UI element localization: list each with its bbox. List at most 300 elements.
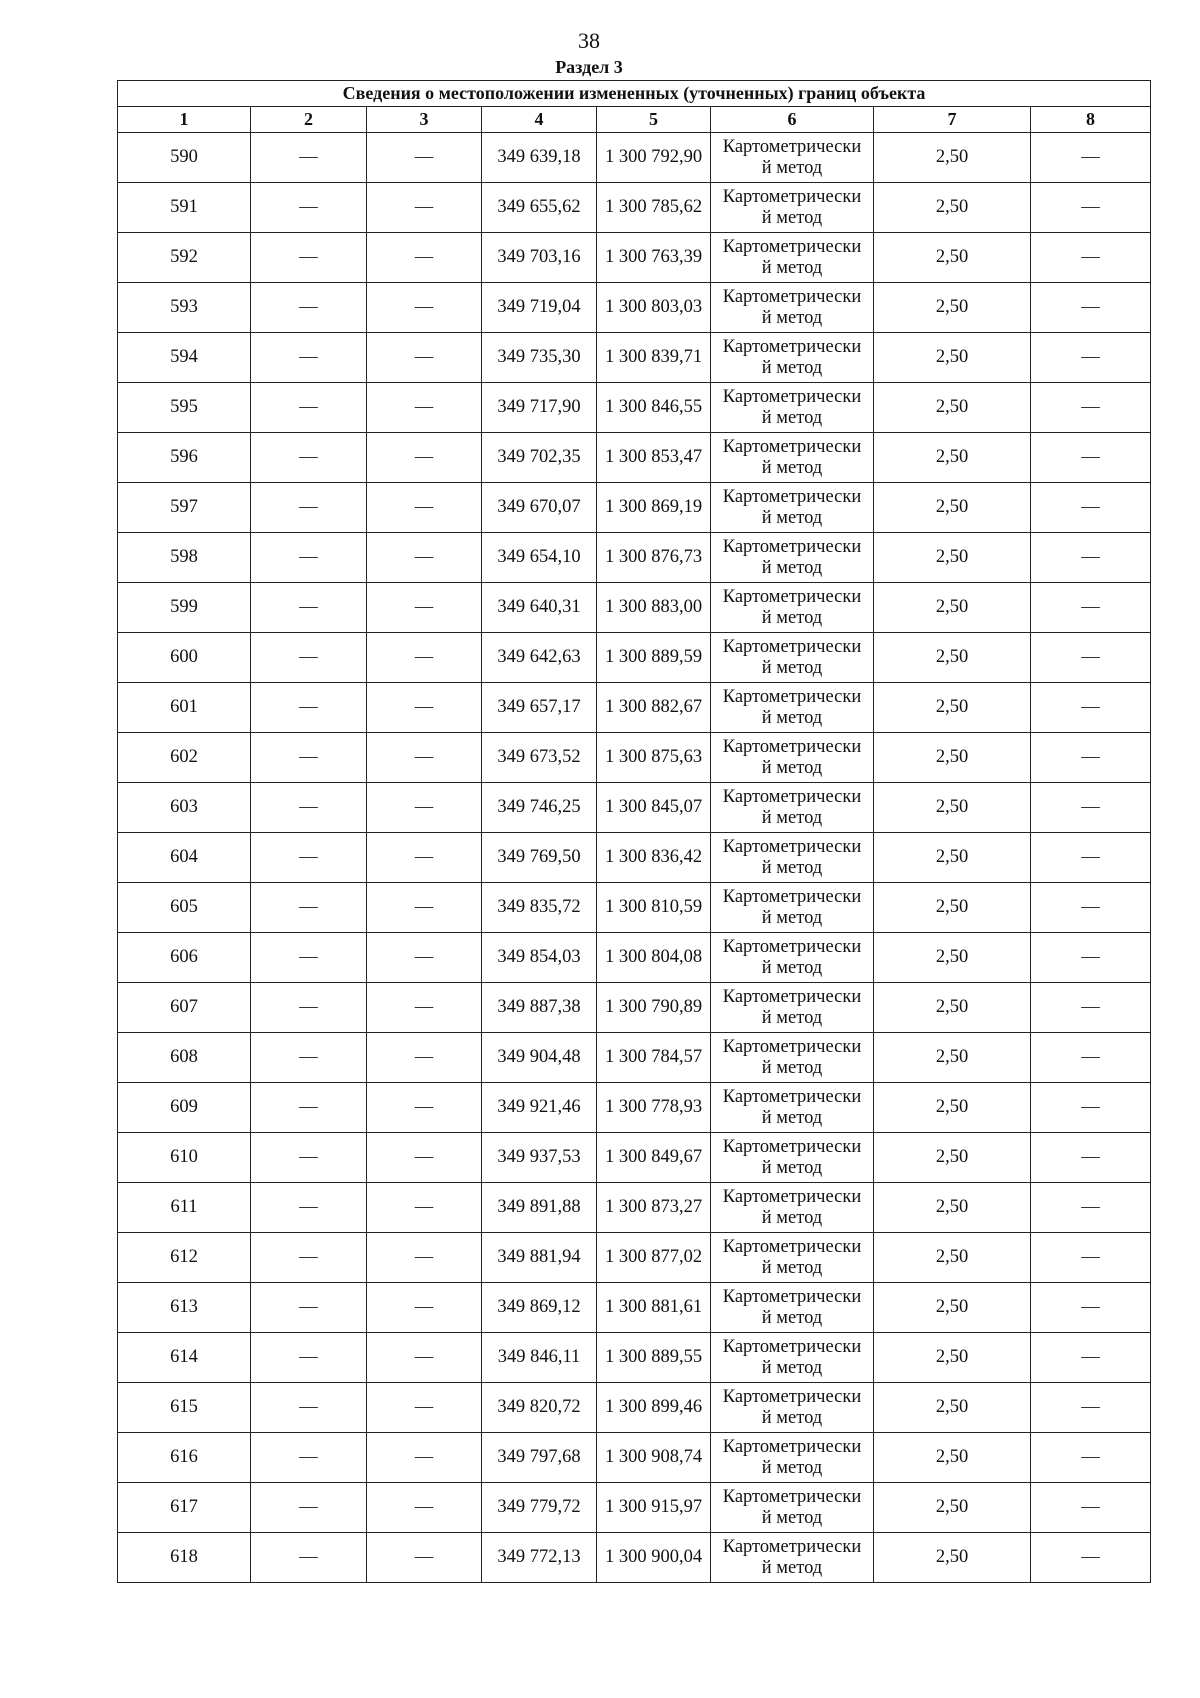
empty-dash-cell: — xyxy=(1031,1533,1151,1583)
y-coordinate-cell: 1 300 876,73 xyxy=(597,533,711,583)
empty-dash-cell: — xyxy=(367,1233,482,1283)
method-text-line2: й метод xyxy=(761,1307,823,1328)
accuracy-cell: 2,50 xyxy=(874,1533,1031,1583)
empty-dash-cell: — xyxy=(251,283,367,333)
point-number-cell: 615 xyxy=(118,1383,251,1433)
empty-dash-cell: — xyxy=(251,733,367,783)
point-number-cell: 616 xyxy=(118,1433,251,1483)
table-row xyxy=(118,533,1151,583)
empty-dash-cell: — xyxy=(1031,633,1151,683)
method-cell xyxy=(711,583,874,633)
empty-dash-cell: — xyxy=(367,883,482,933)
empty-dash-cell: — xyxy=(251,633,367,683)
method-text-line1: Картометрически xyxy=(722,586,862,607)
accuracy-cell: 2,50 xyxy=(874,683,1031,733)
accuracy-cell: 2,50 xyxy=(874,633,1031,683)
y-coordinate-cell: 1 300 790,89 xyxy=(597,983,711,1033)
table-row xyxy=(118,583,1151,633)
accuracy-cell: 2,50 xyxy=(874,933,1031,983)
empty-dash-cell: — xyxy=(1031,883,1151,933)
empty-dash-cell: — xyxy=(367,383,482,433)
x-coordinate-cell: 349 779,72 xyxy=(482,1483,597,1533)
point-number-cell: 600 xyxy=(118,633,251,683)
method-text-line2: й метод xyxy=(761,857,823,878)
empty-dash-cell: — xyxy=(367,1083,482,1133)
point-number-cell: 609 xyxy=(118,1083,251,1133)
empty-dash-cell: — xyxy=(367,433,482,483)
method-text-line1: Картометрически xyxy=(722,686,862,707)
column-number: 2 xyxy=(251,107,367,133)
method-cell xyxy=(711,333,874,383)
empty-dash-cell: — xyxy=(367,1183,482,1233)
method-cell xyxy=(711,1483,874,1533)
accuracy-cell: 2,50 xyxy=(874,1433,1031,1483)
empty-dash-cell: — xyxy=(251,833,367,883)
method-text-line1: Картометрически xyxy=(722,886,862,907)
x-coordinate-cell: 349 772,13 xyxy=(482,1533,597,1583)
table-row xyxy=(118,1283,1151,1333)
point-number-cell: 599 xyxy=(118,583,251,633)
point-number-cell: 595 xyxy=(118,383,251,433)
empty-dash-cell: — xyxy=(251,683,367,733)
y-coordinate-cell: 1 300 803,03 xyxy=(597,283,711,333)
point-number-cell: 617 xyxy=(118,1483,251,1533)
point-number-cell: 611 xyxy=(118,1183,251,1233)
method-text-line1: Картометрически xyxy=(722,1036,862,1057)
empty-dash-cell: — xyxy=(367,183,482,233)
empty-dash-cell: — xyxy=(251,1183,367,1233)
x-coordinate-cell: 349 835,72 xyxy=(482,883,597,933)
empty-dash-cell: — xyxy=(251,1283,367,1333)
point-number-cell: 612 xyxy=(118,1233,251,1283)
empty-dash-cell: — xyxy=(251,783,367,833)
empty-dash-cell: — xyxy=(1031,1433,1151,1483)
method-cell xyxy=(711,233,874,283)
column-number: 8 xyxy=(1031,107,1151,133)
method-text-line2: й метод xyxy=(761,557,823,578)
method-cell xyxy=(711,1283,874,1333)
table-row xyxy=(118,1133,1151,1183)
table-row xyxy=(118,683,1151,733)
method-text-line1: Картометрически xyxy=(722,986,862,1007)
method-cell xyxy=(711,383,874,433)
method-text-line1: Картометрически xyxy=(722,1086,862,1107)
column-number: 7 xyxy=(874,107,1031,133)
accuracy-cell: 2,50 xyxy=(874,383,1031,433)
method-text-line1: Картометрически xyxy=(722,1236,862,1257)
method-text-line2: й метод xyxy=(761,357,823,378)
y-coordinate-cell: 1 300 763,39 xyxy=(597,233,711,283)
empty-dash-cell: — xyxy=(251,1333,367,1383)
method-text-line1: Картометрически xyxy=(722,186,862,207)
empty-dash-cell: — xyxy=(251,1383,367,1433)
boundary-coordinates-table xyxy=(117,80,1151,1583)
table-row xyxy=(118,133,1151,183)
method-text-line2: й метод xyxy=(761,1507,823,1528)
method-text-line2: й метод xyxy=(761,957,823,978)
accuracy-cell: 2,50 xyxy=(874,1333,1031,1383)
column-number: 6 xyxy=(711,107,874,133)
method-cell xyxy=(711,283,874,333)
accuracy-cell: 2,50 xyxy=(874,783,1031,833)
page-number: 38 xyxy=(578,28,600,53)
y-coordinate-cell: 1 300 875,63 xyxy=(597,733,711,783)
accuracy-cell: 2,50 xyxy=(874,133,1031,183)
method-text-line2: й метод xyxy=(761,507,823,528)
column-number-row xyxy=(118,107,1151,133)
x-coordinate-cell: 349 904,48 xyxy=(482,1033,597,1083)
table-row xyxy=(118,833,1151,883)
table-row xyxy=(118,1233,1151,1283)
empty-dash-cell: — xyxy=(251,533,367,583)
empty-dash-cell: — xyxy=(1031,983,1151,1033)
empty-dash-cell: — xyxy=(1031,1333,1151,1383)
y-coordinate-cell: 1 300 900,04 xyxy=(597,1533,711,1583)
table-row xyxy=(118,733,1151,783)
x-coordinate-cell: 349 869,12 xyxy=(482,1283,597,1333)
point-number-cell: 596 xyxy=(118,433,251,483)
method-cell xyxy=(711,483,874,533)
empty-dash-cell: — xyxy=(367,1383,482,1433)
x-coordinate-cell: 349 921,46 xyxy=(482,1083,597,1133)
empty-dash-cell: — xyxy=(367,983,482,1033)
method-text-line2: й метод xyxy=(761,307,823,328)
method-text-line1: Картометрически xyxy=(722,1286,862,1307)
table-body xyxy=(118,133,1151,1583)
y-coordinate-cell: 1 300 845,07 xyxy=(597,783,711,833)
method-text-line1: Картометрически xyxy=(722,1336,862,1357)
y-coordinate-cell: 1 300 778,93 xyxy=(597,1083,711,1133)
empty-dash-cell: — xyxy=(367,783,482,833)
empty-dash-cell: — xyxy=(1031,1283,1151,1333)
x-coordinate-cell: 349 881,94 xyxy=(482,1233,597,1283)
x-coordinate-cell: 349 670,07 xyxy=(482,483,597,533)
y-coordinate-cell: 1 300 804,08 xyxy=(597,933,711,983)
method-cell xyxy=(711,1183,874,1233)
empty-dash-cell: — xyxy=(1031,1083,1151,1133)
method-cell xyxy=(711,183,874,233)
method-text-line1: Картометрически xyxy=(722,1136,862,1157)
empty-dash-cell: — xyxy=(251,1483,367,1533)
x-coordinate-cell: 349 640,31 xyxy=(482,583,597,633)
table-row xyxy=(118,883,1151,933)
method-cell xyxy=(711,1233,874,1283)
x-coordinate-cell: 349 887,38 xyxy=(482,983,597,1033)
empty-dash-cell: — xyxy=(367,283,482,333)
y-coordinate-cell: 1 300 853,47 xyxy=(597,433,711,483)
y-coordinate-cell: 1 300 908,74 xyxy=(597,1433,711,1483)
point-number-cell: 608 xyxy=(118,1033,251,1083)
x-coordinate-cell: 349 769,50 xyxy=(482,833,597,883)
method-text-line1: Картометрически xyxy=(722,486,862,507)
x-coordinate-cell: 349 937,53 xyxy=(482,1133,597,1183)
y-coordinate-cell: 1 300 869,19 xyxy=(597,483,711,533)
method-text-line2: й метод xyxy=(761,457,823,478)
x-coordinate-cell: 349 891,88 xyxy=(482,1183,597,1233)
point-number-cell: 614 xyxy=(118,1333,251,1383)
accuracy-cell: 2,50 xyxy=(874,883,1031,933)
empty-dash-cell: — xyxy=(1031,1183,1151,1233)
empty-dash-cell: — xyxy=(1031,583,1151,633)
empty-dash-cell: — xyxy=(251,383,367,433)
table-row xyxy=(118,1333,1151,1383)
empty-dash-cell: — xyxy=(251,1233,367,1283)
method-cell xyxy=(711,833,874,883)
empty-dash-cell: — xyxy=(367,133,482,183)
y-coordinate-cell: 1 300 849,67 xyxy=(597,1133,711,1183)
empty-dash-cell: — xyxy=(367,733,482,783)
table-row xyxy=(118,1383,1151,1433)
x-coordinate-cell: 349 642,63 xyxy=(482,633,597,683)
empty-dash-cell: — xyxy=(251,333,367,383)
empty-dash-cell: — xyxy=(251,1533,367,1583)
empty-dash-cell: — xyxy=(367,1333,482,1383)
empty-dash-cell: — xyxy=(367,233,482,283)
empty-dash-cell: — xyxy=(367,1133,482,1183)
empty-dash-cell: — xyxy=(367,583,482,633)
accuracy-cell: 2,50 xyxy=(874,183,1031,233)
y-coordinate-cell: 1 300 784,57 xyxy=(597,1033,711,1083)
accuracy-cell: 2,50 xyxy=(874,483,1031,533)
table-row xyxy=(118,433,1151,483)
accuracy-cell: 2,50 xyxy=(874,1483,1031,1533)
empty-dash-cell: — xyxy=(367,1433,482,1483)
y-coordinate-cell: 1 300 877,02 xyxy=(597,1233,711,1283)
y-coordinate-cell: 1 300 915,97 xyxy=(597,1483,711,1533)
point-number-cell: 610 xyxy=(118,1133,251,1183)
method-cell xyxy=(711,1133,874,1183)
empty-dash-cell: — xyxy=(367,933,482,983)
x-coordinate-cell: 349 735,30 xyxy=(482,333,597,383)
point-number-cell: 598 xyxy=(118,533,251,583)
empty-dash-cell: — xyxy=(1031,783,1151,833)
method-cell xyxy=(711,133,874,183)
x-coordinate-cell: 349 719,04 xyxy=(482,283,597,333)
method-text-line1: Картометрически xyxy=(722,386,862,407)
accuracy-cell: 2,50 xyxy=(874,833,1031,883)
point-number-cell: 603 xyxy=(118,783,251,833)
method-text-line2: й метод xyxy=(761,1057,823,1078)
table-row xyxy=(118,1483,1151,1533)
method-text-line2: й метод xyxy=(761,1457,823,1478)
x-coordinate-cell: 349 717,90 xyxy=(482,383,597,433)
accuracy-cell: 2,50 xyxy=(874,1283,1031,1333)
y-coordinate-cell: 1 300 899,46 xyxy=(597,1383,711,1433)
x-coordinate-cell: 349 846,11 xyxy=(482,1333,597,1383)
y-coordinate-cell: 1 300 792,90 xyxy=(597,133,711,183)
empty-dash-cell: — xyxy=(251,983,367,1033)
method-text-line2: й метод xyxy=(761,1157,823,1178)
empty-dash-cell: — xyxy=(251,1083,367,1133)
column-number: 3 xyxy=(367,107,482,133)
method-text-line1: Картометрически xyxy=(722,1536,862,1557)
empty-dash-cell: — xyxy=(251,583,367,633)
point-number-cell: 613 xyxy=(118,1283,251,1333)
point-number-cell: 592 xyxy=(118,233,251,283)
empty-dash-cell: — xyxy=(1031,283,1151,333)
empty-dash-cell: — xyxy=(367,533,482,583)
x-coordinate-cell: 349 655,62 xyxy=(482,183,597,233)
accuracy-cell: 2,50 xyxy=(874,1183,1031,1233)
empty-dash-cell: — xyxy=(367,1283,482,1333)
table-row xyxy=(118,233,1151,283)
empty-dash-cell: — xyxy=(367,1483,482,1533)
empty-dash-cell: — xyxy=(1031,1383,1151,1433)
accuracy-cell: 2,50 xyxy=(874,1083,1031,1133)
x-coordinate-cell: 349 654,10 xyxy=(482,533,597,583)
empty-dash-cell: — xyxy=(251,883,367,933)
empty-dash-cell: — xyxy=(1031,933,1151,983)
method-text-line2: й метод xyxy=(761,1007,823,1028)
empty-dash-cell: — xyxy=(1031,333,1151,383)
point-number-cell: 594 xyxy=(118,333,251,383)
empty-dash-cell: — xyxy=(1031,1483,1151,1533)
empty-dash-cell: — xyxy=(1031,533,1151,583)
empty-dash-cell: — xyxy=(1031,1033,1151,1083)
empty-dash-cell: — xyxy=(1031,733,1151,783)
table-row xyxy=(118,483,1151,533)
point-number-cell: 591 xyxy=(118,183,251,233)
y-coordinate-cell: 1 300 883,00 xyxy=(597,583,711,633)
accuracy-cell: 2,50 xyxy=(874,1033,1031,1083)
method-text-line1: Картометрически xyxy=(722,1436,862,1457)
method-text-line2: й метод xyxy=(761,1557,823,1578)
method-text-line1: Картометрически xyxy=(722,436,862,457)
point-number-cell: 593 xyxy=(118,283,251,333)
x-coordinate-cell: 349 854,03 xyxy=(482,933,597,983)
method-text-line1: Картометрически xyxy=(722,786,862,807)
empty-dash-cell: — xyxy=(367,483,482,533)
accuracy-cell: 2,50 xyxy=(874,283,1031,333)
empty-dash-cell: — xyxy=(1031,833,1151,883)
method-text-line1: Картометрически xyxy=(722,536,862,557)
table-row xyxy=(118,333,1151,383)
method-text-line1: Картометрически xyxy=(722,636,862,657)
accuracy-cell: 2,50 xyxy=(874,533,1031,583)
table-row xyxy=(118,633,1151,683)
x-coordinate-cell: 349 797,68 xyxy=(482,1433,597,1483)
empty-dash-cell: — xyxy=(251,433,367,483)
method-text-line1: Картометрически xyxy=(722,336,862,357)
method-cell xyxy=(711,1333,874,1383)
point-number-cell: 602 xyxy=(118,733,251,783)
method-text-line2: й метод xyxy=(761,707,823,728)
empty-dash-cell: — xyxy=(367,1533,482,1583)
point-number-cell: 597 xyxy=(118,483,251,533)
table-row xyxy=(118,1083,1151,1133)
empty-dash-cell: — xyxy=(1031,133,1151,183)
method-text-line1: Картометрически xyxy=(722,1386,862,1407)
column-number: 1 xyxy=(118,107,251,133)
empty-dash-cell: — xyxy=(1031,183,1151,233)
table-row xyxy=(118,933,1151,983)
accuracy-cell: 2,50 xyxy=(874,333,1031,383)
method-cell xyxy=(711,1433,874,1483)
x-coordinate-cell: 349 657,17 xyxy=(482,683,597,733)
accuracy-cell: 2,50 xyxy=(874,983,1031,1033)
method-text-line2: й метод xyxy=(761,757,823,778)
method-cell xyxy=(711,883,874,933)
method-text-line2: й метод xyxy=(761,207,823,228)
table-row xyxy=(118,783,1151,833)
method-text-line2: й метод xyxy=(761,1207,823,1228)
section-title: Раздел 3 xyxy=(555,57,623,77)
method-cell xyxy=(711,683,874,733)
table-row xyxy=(118,983,1151,1033)
point-number-cell: 607 xyxy=(118,983,251,1033)
x-coordinate-cell: 349 702,35 xyxy=(482,433,597,483)
y-coordinate-cell: 1 300 889,55 xyxy=(597,1333,711,1383)
table-row xyxy=(118,283,1151,333)
accuracy-cell: 2,50 xyxy=(874,1133,1031,1183)
accuracy-cell: 2,50 xyxy=(874,583,1031,633)
method-cell xyxy=(711,433,874,483)
method-text-line2: й метод xyxy=(761,157,823,178)
table-row xyxy=(118,1183,1151,1233)
empty-dash-cell: — xyxy=(367,633,482,683)
method-text-line2: й метод xyxy=(761,1407,823,1428)
y-coordinate-cell: 1 300 846,55 xyxy=(597,383,711,433)
method-text-line1: Картометрически xyxy=(722,736,862,757)
x-coordinate-cell: 349 639,18 xyxy=(482,133,597,183)
empty-dash-cell: — xyxy=(251,1433,367,1483)
column-number: 5 xyxy=(597,107,711,133)
y-coordinate-cell: 1 300 839,71 xyxy=(597,333,711,383)
table-row xyxy=(118,1033,1151,1083)
method-cell xyxy=(711,633,874,683)
empty-dash-cell: — xyxy=(251,133,367,183)
y-coordinate-cell: 1 300 785,62 xyxy=(597,183,711,233)
table-row xyxy=(118,383,1151,433)
empty-dash-cell: — xyxy=(251,933,367,983)
x-coordinate-cell: 349 746,25 xyxy=(482,783,597,833)
y-coordinate-cell: 1 300 882,67 xyxy=(597,683,711,733)
x-coordinate-cell: 349 703,16 xyxy=(482,233,597,283)
y-coordinate-cell: 1 300 836,42 xyxy=(597,833,711,883)
empty-dash-cell: — xyxy=(251,233,367,283)
y-coordinate-cell: 1 300 889,59 xyxy=(597,633,711,683)
method-text-line1: Картометрически xyxy=(722,936,862,957)
method-text-line1: Картометрически xyxy=(722,236,862,257)
point-number-cell: 604 xyxy=(118,833,251,883)
method-cell xyxy=(711,1383,874,1433)
method-text-line2: й метод xyxy=(761,657,823,678)
empty-dash-cell: — xyxy=(1031,1133,1151,1183)
empty-dash-cell: — xyxy=(367,833,482,883)
empty-dash-cell: — xyxy=(251,1033,367,1083)
method-cell xyxy=(711,1033,874,1083)
empty-dash-cell: — xyxy=(1031,383,1151,433)
method-text-line2: й метод xyxy=(761,907,823,928)
table-caption: Сведения о местоположении измененных (уточненных) границ объекта xyxy=(118,81,1151,107)
method-text-line1: Картометрически xyxy=(722,836,862,857)
x-coordinate-cell: 349 673,52 xyxy=(482,733,597,783)
empty-dash-cell: — xyxy=(1031,483,1151,533)
accuracy-cell: 2,50 xyxy=(874,1233,1031,1283)
method-text-line1: Картометрически xyxy=(722,286,862,307)
y-coordinate-cell: 1 300 881,61 xyxy=(597,1283,711,1333)
point-number-cell: 590 xyxy=(118,133,251,183)
point-number-cell: 618 xyxy=(118,1533,251,1583)
empty-dash-cell: — xyxy=(251,483,367,533)
method-text-line2: й метод xyxy=(761,407,823,428)
method-text-line2: й метод xyxy=(761,807,823,828)
column-number: 4 xyxy=(482,107,597,133)
method-cell xyxy=(711,533,874,583)
y-coordinate-cell: 1 300 873,27 xyxy=(597,1183,711,1233)
empty-dash-cell: — xyxy=(1031,683,1151,733)
method-text-line2: й метод xyxy=(761,1357,823,1378)
